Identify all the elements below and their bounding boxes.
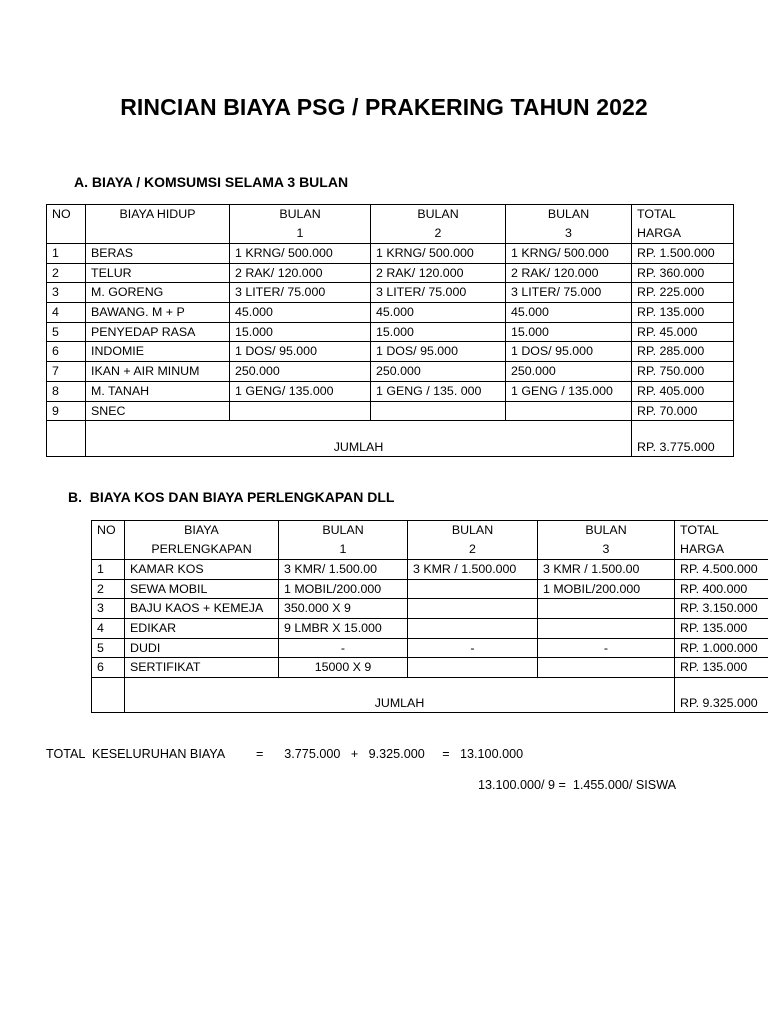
table-cell: 45.000 bbox=[371, 303, 506, 323]
column-header-text: PERLENGKAPAN bbox=[151, 542, 252, 556]
table-row bbox=[47, 244, 734, 264]
table-cell: 3 LITER/ 75.000 bbox=[506, 283, 632, 303]
table-cell: - bbox=[538, 638, 675, 658]
column-header bbox=[408, 521, 538, 560]
column-header-text: 1 bbox=[296, 226, 304, 240]
table-cell: DUDI bbox=[125, 638, 279, 658]
table-cell: RP. 135.000 bbox=[675, 619, 768, 639]
table-cell: 7 bbox=[47, 362, 86, 382]
table-cell: BAWANG. M + P bbox=[86, 303, 230, 323]
table-cell: SEWA MOBIL bbox=[125, 579, 279, 599]
column-header-text: BULAN bbox=[322, 523, 364, 537]
table-cell: RP. 3.150.000 bbox=[675, 599, 768, 619]
total-value: RP. 3.775.000 bbox=[632, 421, 734, 457]
table-cell: 3 bbox=[92, 599, 125, 619]
table-row bbox=[47, 322, 734, 342]
table-cell: TELUR bbox=[86, 263, 230, 283]
table-cell: RP. 4.500.000 bbox=[675, 560, 768, 580]
table-cell: RP. 135.000 bbox=[675, 658, 768, 678]
column-header bbox=[92, 521, 125, 560]
column-header-text: BULAN bbox=[417, 207, 459, 221]
table-cell: 1 GENG / 135. 000 bbox=[371, 381, 506, 401]
column-header-text: BIAYA HIDUP bbox=[119, 207, 196, 221]
table-cell: RP. 285.000 bbox=[632, 342, 734, 362]
table-row bbox=[92, 599, 768, 619]
grand-total-line: TOTAL KESELURUHAN BIAYA = 3.775.000 + 9.325.000 = 13.100.000 bbox=[46, 747, 524, 761]
table-cell: RP. 45.000 bbox=[632, 322, 734, 342]
column-header bbox=[538, 521, 675, 560]
table-cell: 250.000 bbox=[230, 362, 371, 382]
table-cell: 2 RAK/ 120.000 bbox=[506, 263, 632, 283]
total-label: JUMLAH bbox=[125, 678, 675, 713]
table-cell: 5 bbox=[47, 322, 86, 342]
table-cell: 1 GENG / 135.000 bbox=[506, 381, 632, 401]
table-cell bbox=[538, 599, 675, 619]
table-cell: PENYEDAP RASA bbox=[86, 322, 230, 342]
column-header-text bbox=[86, 224, 229, 243]
table-cell: EDIKAR bbox=[125, 619, 279, 639]
table-cell: 3 KMR / 1.500.000 bbox=[408, 560, 538, 580]
column-header bbox=[632, 205, 734, 244]
section-b-heading: B. BIAYA KOS DAN BIAYA PERLENGKAPAN DLL bbox=[68, 489, 395, 505]
table-cell: 250.000 bbox=[371, 362, 506, 382]
table-cell: 2 RAK/ 120.000 bbox=[371, 263, 506, 283]
table-row bbox=[47, 401, 734, 421]
column-header-text: NO bbox=[52, 207, 71, 221]
section-a-heading: A. BIAYA / KOMSUMSI SELAMA 3 BULAN bbox=[74, 174, 349, 190]
table-cell: 1 MOBIL/200.000 bbox=[279, 579, 408, 599]
table-row bbox=[47, 263, 734, 283]
table-cell: RP. 225.000 bbox=[632, 283, 734, 303]
table-cell: BAJU KAOS + KEMEJA bbox=[125, 599, 279, 619]
table-row bbox=[47, 362, 734, 382]
table-cell bbox=[408, 579, 538, 599]
column-header bbox=[86, 205, 230, 244]
column-header bbox=[371, 205, 506, 244]
column-header-text: BIAYA bbox=[184, 523, 219, 537]
table-cell: 15.000 bbox=[506, 322, 632, 342]
table-cell: 9 LMBR X 15.000 bbox=[279, 619, 408, 639]
column-header bbox=[47, 205, 86, 244]
column-header-text: TOTAL bbox=[680, 523, 719, 537]
table-cell: 1 KRNG/ 500.000 bbox=[371, 244, 506, 264]
table-row bbox=[92, 579, 768, 599]
table-cell: 350.000 X 9 bbox=[279, 599, 408, 619]
consumption-cost-table bbox=[46, 204, 734, 457]
table-cell bbox=[538, 619, 675, 639]
table-cell bbox=[408, 619, 538, 639]
total-value: RP. 9.325.000 bbox=[675, 678, 768, 713]
total-label: JUMLAH bbox=[86, 421, 632, 457]
total-row-empty-cell bbox=[47, 421, 86, 457]
table-row bbox=[47, 303, 734, 323]
table-cell: RP. 1.000.000 bbox=[675, 638, 768, 658]
column-header-text: 3 bbox=[565, 226, 572, 240]
table-cell: 4 bbox=[47, 303, 86, 323]
table-cell: 45.000 bbox=[230, 303, 371, 323]
table-cell: 15000 X 9 bbox=[279, 658, 408, 678]
column-header-text: BULAN bbox=[547, 207, 590, 221]
table-row bbox=[47, 342, 734, 362]
table-cell: INDOMIE bbox=[86, 342, 230, 362]
table-cell: SNEC bbox=[86, 401, 230, 421]
table-header-row bbox=[47, 205, 734, 244]
table-cell: 3 bbox=[47, 283, 86, 303]
column-header-text: TOTAL bbox=[637, 207, 676, 221]
table-cell: RP. 135.000 bbox=[632, 303, 734, 323]
per-student-cost-line: 13.100.000/ 9 = 1.455.000/ SISWA bbox=[478, 778, 677, 792]
column-header bbox=[279, 521, 408, 560]
table-cell: BERAS bbox=[86, 244, 230, 264]
table-cell: RP. 70.000 bbox=[632, 401, 734, 421]
table-cell: M. TANAH bbox=[86, 381, 230, 401]
table-cell: SERTIFIKAT bbox=[125, 658, 279, 678]
table-cell: 2 RAK/ 120.000 bbox=[230, 263, 371, 283]
table-cell: IKAN + AIR MINUM bbox=[86, 362, 230, 382]
table-cell bbox=[408, 658, 538, 678]
table-row bbox=[47, 381, 734, 401]
table-cell: M. GORENG bbox=[86, 283, 230, 303]
table-cell: 45.000 bbox=[506, 303, 632, 323]
total-row bbox=[92, 678, 768, 713]
table-cell: - bbox=[279, 638, 408, 658]
column-header bbox=[675, 521, 768, 560]
table-cell: 9 bbox=[47, 401, 86, 421]
table-cell: 1 DOS/ 95.000 bbox=[230, 342, 371, 362]
column-header-text: 2 bbox=[469, 542, 476, 556]
column-header-text: 2 bbox=[434, 226, 442, 240]
document-title: RINCIAN BIAYA PSG / PRAKERING TAHUN 2022 bbox=[120, 94, 648, 120]
column-header-text: BULAN bbox=[585, 523, 627, 537]
boarding-equipment-cost-table bbox=[91, 520, 768, 713]
table-cell: RP. 1.500.000 bbox=[632, 244, 734, 264]
table-cell: 1 MOBIL/200.000 bbox=[538, 579, 675, 599]
table-cell bbox=[371, 401, 506, 421]
table-cell: 1 bbox=[47, 244, 86, 264]
table-cell: 1 KRNG/ 500.000 bbox=[506, 244, 632, 264]
column-header-text: HARGA bbox=[680, 542, 725, 556]
column-header-text: NO bbox=[97, 523, 116, 537]
table-cell: 1 DOS/ 95.000 bbox=[371, 342, 506, 362]
table-row bbox=[47, 283, 734, 303]
table-cell: 3 KMR/ 1.500.00 bbox=[279, 560, 408, 580]
table-cell: 6 bbox=[92, 658, 125, 678]
table-cell bbox=[408, 599, 538, 619]
column-header bbox=[125, 521, 279, 560]
table-row bbox=[92, 658, 768, 678]
table-header-row bbox=[92, 521, 768, 560]
column-header-text: 1 bbox=[339, 542, 347, 556]
table-cell: - bbox=[408, 638, 538, 658]
column-header-text: 3 bbox=[602, 542, 610, 556]
table-cell: 2 bbox=[47, 263, 86, 283]
column-header-text: BULAN bbox=[279, 207, 321, 221]
table-cell: 1 GENG/ 135.000 bbox=[230, 381, 371, 401]
column-header-text bbox=[52, 224, 85, 243]
column-header bbox=[506, 205, 632, 244]
table-cell: 250.000 bbox=[506, 362, 632, 382]
table-cell: 1 KRNG/ 500.000 bbox=[230, 244, 371, 264]
column-header bbox=[230, 205, 371, 244]
column-header-text bbox=[97, 540, 124, 559]
table-cell bbox=[506, 401, 632, 421]
table-cell bbox=[538, 658, 675, 678]
table-cell bbox=[230, 401, 371, 421]
column-header-text: HARGA bbox=[637, 226, 682, 240]
table-cell: 6 bbox=[47, 342, 86, 362]
column-header-text: BULAN bbox=[451, 523, 494, 537]
table-cell: 4 bbox=[92, 619, 125, 639]
total-row-empty-cell bbox=[92, 678, 125, 713]
table-cell: 1 DOS/ 95.000 bbox=[506, 342, 632, 362]
table-cell: RP. 405.000 bbox=[632, 381, 734, 401]
table-cell: RP. 750.000 bbox=[632, 362, 734, 382]
table-cell: 3 LITER/ 75.000 bbox=[230, 283, 371, 303]
table-cell: 15.000 bbox=[371, 322, 506, 342]
table-cell: 8 bbox=[47, 381, 86, 401]
table-cell: 1 bbox=[92, 560, 125, 580]
table-row bbox=[92, 619, 768, 639]
table-cell: 3 LITER/ 75.000 bbox=[371, 283, 506, 303]
table-cell: RP. 400.000 bbox=[675, 579, 768, 599]
table-cell: KAMAR KOS bbox=[125, 560, 279, 580]
table-cell: 2 bbox=[92, 579, 125, 599]
table-cell: 5 bbox=[92, 638, 125, 658]
table-cell: RP. 360.000 bbox=[632, 263, 734, 283]
total-row bbox=[47, 421, 734, 457]
table-cell: 3 KMR / 1.500.00 bbox=[538, 560, 675, 580]
table-row bbox=[92, 638, 768, 658]
table-cell: 15.000 bbox=[230, 322, 371, 342]
table-row bbox=[92, 560, 768, 580]
